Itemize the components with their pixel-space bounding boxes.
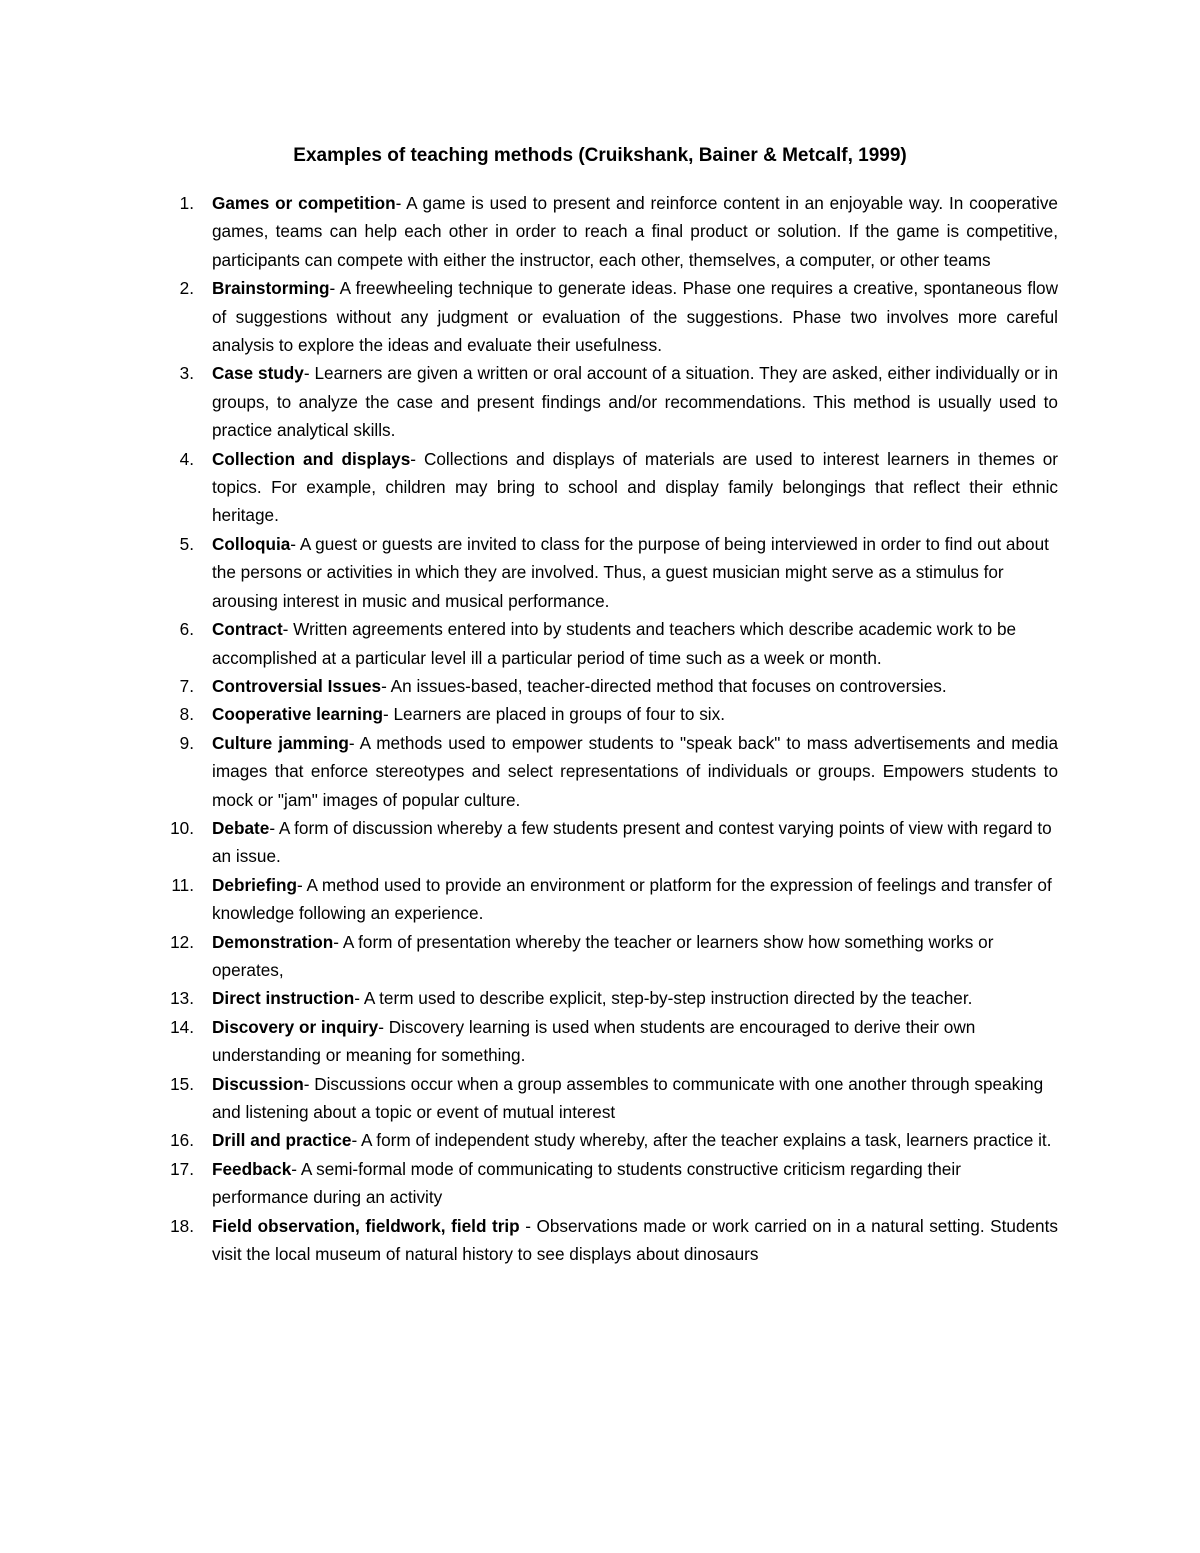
item-description: - A form of discussion whereby a few students present and contest varying points of view with regard to an issue. <box>212 817 1052 867</box>
item-description: - Observations made or work carried on in a natural setting. Students visit the local museum of natural history to see displays about dinosaurs <box>212 1215 1058 1265</box>
list-item <box>0 1126 1058 1154</box>
item-number: 14. <box>170 1016 194 1037</box>
item-description: - A freewheeling technique to generate ideas. Phase one requires a creative, spontaneous flow of suggestions without any judgment or evaluation of the suggestions. Phase two involves more careful analysis to explore the ideas and evaluate their usefulness. <box>212 278 1058 356</box>
item-description: - A methods used to empower students to "speak back" to mass advertisements and media images that enforce stereotypes and select representations of individuals or groups. Empowers students to mock or "jam" images of popular culture. <box>212 732 1059 810</box>
item-term: Culture jamming <box>212 732 349 753</box>
list-item <box>0 700 1058 728</box>
item-number: 6. <box>179 619 194 640</box>
item-number: 9. <box>179 732 194 753</box>
item-number: 7. <box>179 675 194 696</box>
item-term: Cooperative learning <box>212 704 383 725</box>
item-number: 3. <box>179 363 194 384</box>
item-term: Debriefing <box>212 874 297 895</box>
item-number: 18. <box>170 1215 194 1236</box>
item-term: Games or competition <box>212 193 396 213</box>
item-term: Direct instruction <box>212 988 355 1009</box>
document-title: Examples of teaching methods (Cruikshank, Bainer & Metcalf, 1999) <box>293 145 907 166</box>
item-number: 11. <box>171 874 194 895</box>
item-number: 17. <box>170 1158 194 1179</box>
item-description: - Discussions occur when a group assembles to communicate with one another through speaking and listening about a topic or event of mutual interest <box>212 1073 1044 1122</box>
list-item <box>0 189 1058 274</box>
item-number: 8. <box>179 704 194 725</box>
list-item <box>0 1070 1058 1127</box>
item-term: Case study <box>212 363 304 384</box>
item-description: - A term used to describe explicit, step-by-step instruction directed by the teacher. <box>354 988 973 1009</box>
list-item <box>0 615 1058 672</box>
item-term: Controversial Issues <box>212 675 382 696</box>
item-description: - A game is used to present and reinforce content in an enjoyable way. In cooperative games, teams can help each other in order to reach a final product or solution. If the game is competitive, participants can compete with either the instructor, each other, themselves, a computer, or other teams <box>212 193 1058 270</box>
item-description: - A semi-formal mode of communicating to students constructive criticism regarding their performance during an activity <box>212 1158 961 1208</box>
item-term: Discussion <box>212 1073 304 1094</box>
list-item <box>0 814 1058 871</box>
list-item <box>0 1212 1058 1269</box>
item-description: - Discovery learning is used when students are encouraged to derive their own understanding or meaning for something. <box>212 1016 976 1066</box>
item-term: Contract <box>212 619 283 640</box>
item-number: 2. <box>179 278 194 299</box>
item-term: Discovery or inquiry <box>212 1016 379 1037</box>
teaching-methods-list <box>0 189 1200 1268</box>
list-item <box>0 359 1058 444</box>
list-item <box>0 871 1058 928</box>
item-term: Debate <box>212 817 270 838</box>
item-number: 10. <box>170 817 194 838</box>
list-item <box>0 984 1058 1012</box>
item-term: Demonstration <box>212 931 334 952</box>
item-term: Colloquia <box>212 533 291 554</box>
item-description: - An issues-based, teacher-directed method that focuses on controversies. <box>381 675 947 696</box>
item-number: 16. <box>170 1130 194 1151</box>
item-description: - Collections and displays of materials are used to interest learners in themes or topics. For example, children may bring to school and display family belongings that reflect their ethnic heritage. <box>212 448 1059 526</box>
item-description: - Learners are placed in groups of four to six. <box>382 704 725 725</box>
item-term: Feedback <box>212 1158 292 1179</box>
item-number: 13. <box>170 988 194 1009</box>
item-description: - A form of independent study whereby, after the teacher explains a task, learners practice it. <box>351 1130 1052 1151</box>
item-number: 15. <box>170 1073 194 1094</box>
list-item <box>0 274 1058 359</box>
item-description: - A guest or guests are invited to class for the purpose of being interviewed in order to find out about the persons or activities in which they are involved. Thus, a guest musician might serve as a stimulus for arousing interest in music and musical performance. <box>212 533 1049 611</box>
list-item <box>0 530 1058 615</box>
list-item <box>0 1013 1058 1070</box>
item-description: - A form of presentation whereby the teacher or learners show how something works or operates, <box>212 931 994 980</box>
item-description: - A method used to provide an environment or platform for the expression of feelings and transfer of knowledge following an experience. <box>212 874 1052 924</box>
item-number: 12. <box>170 931 194 952</box>
item-term: Field observation, fieldwork, field trip <box>212 1215 520 1236</box>
list-item <box>0 1155 1058 1212</box>
item-term: Collection and displays <box>212 448 411 469</box>
item-number: 1. <box>179 193 194 213</box>
item-term: Brainstorming <box>212 278 330 299</box>
item-number: 5. <box>179 533 194 554</box>
list-item <box>0 928 1058 985</box>
item-number: 4. <box>179 448 194 469</box>
item-description: - Written agreements entered into by students and teachers which describe academic work to be accomplished at a particular level ill a particular period of time such as a week or month. <box>212 619 1017 668</box>
list-item <box>0 672 1058 700</box>
item-term: Drill and practice <box>212 1130 352 1151</box>
item-description: - Learners are given a written or oral account of a situation. They are asked, either individually or in groups, to analyze the case and present findings and/or recommendations. This method is usually used to practice analytical skills. <box>212 363 1059 441</box>
list-item <box>0 729 1058 814</box>
list-item <box>0 445 1058 530</box>
